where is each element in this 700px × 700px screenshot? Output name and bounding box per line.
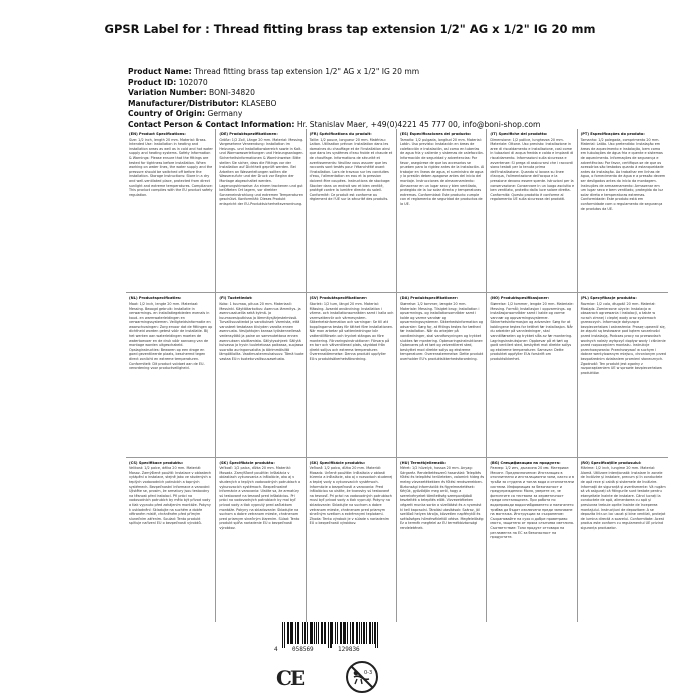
barcode-bar [366, 622, 367, 644]
barcode-bar [330, 622, 331, 648]
section-body: Koko: 1 tuumaa, pituus 20 mm. Materiaali: Messinki. Käyttötarkoitus: Asennus lämmitys- ja asennusalueilla sekä kylmä- ja kuumavesiputkissa ja lämmitysjärjestelmissä. Turvallisuustiedot ja varoitukset: Varmista, että varusteet testataan tiiviyden varalta ennen asennusta. Vesijohtojen kanssa työskennellessä vedensyöttö ja paine on sammutettava ennen asennuksen aloittamista. Säilytysohjeet: Säilytä kuivassa ja hyvin tuuletetussa paikassa, suojassa suoralta auringonvalolta ja äärimmäisiltä lämpötiloilta. Vaatimustenmukaisuus: Tämä tuote vastaa EU:n tuoteturvallisuusasetusta. [219, 301, 304, 362]
section-heading: (HU) Termékjellemzők: [400, 460, 446, 465]
barcode-bar [322, 622, 323, 644]
barcode-bar [369, 622, 370, 644]
section-body: Größe: 1/2 Zoll, Länge 20 mm. Material: Messing. Vorgesehene Verwendung: Installation im Heizungs- und Installationsbereich sowie in Kalt- und Warmwasserleitungen und Heizungsanlagen. Sicherheitsinformationen & Warnhinweise: Bitte stellen Sie sicher, dass die Fittings vor der Installation auf Dichtheit geprüft werden. Bei Arbeiten an Wasserleitungen sollten die Wasserzufuhr und der Druck vor Beginn der Montage abgeschaltet werden. Lagerungshinweise: An einem trockenen und gut belüfteten Ort lagern, vor direkter Sonneneinstrahlung und extremen Temperaturen geschützt. Konformität: Dieses Produkt entspricht der EU-Produktsicherheitsverordnung. [219, 137, 304, 206]
barcode-bar [343, 622, 344, 644]
section-sv [307, 293, 397, 457]
barcode-bar [356, 622, 357, 644]
barcode-bar [350, 622, 351, 644]
section-fi [216, 293, 306, 457]
barcode-left-group: 058569 [292, 646, 314, 653]
language-sections-grid [126, 129, 668, 622]
page-title: GPSR Label for : Thread fitting brass tap extension 1/2" AG x 1/2" IG 20 mm [104, 22, 596, 36]
meta-value: Thread fitting brass tap extension 1/2" AG x 1/2" IG 20 mm [194, 67, 420, 76]
section-body: Méret: 1/2 hüvelyk, hossza 20 mm. Anyag: Sárgaréz. Rendeltetésszerű használat: Telepítés fűtési és telepítési területeken, valamint hideg és meleg vízvezetékekben és fűtési rendszerekben. Biztonsági információk és figyelmeztetések: Kérjük, győződjön meg arról, hogy a szerelvényeket tömítettség szempontjából tesztelték a telepítés előtt. Vízvezetékeken végzett munka során a vízellátást és a nyomást ki kell kapcsolni. Tárolási utasítások: Száraz, jól szellőző helyen tárolja, közvetlen napfénytől és szélsőséges hőmérséklettől védve. Megfelelőség: Ez a termék megfelel az EU termékbiztonsági rendeletének. [400, 466, 485, 530]
barcode-bar [291, 622, 292, 644]
section-heading: (DE) Produktspezifikationen: [219, 132, 278, 136]
section-body: Veľkosť: 1/2 palca, dĺžka 20 mm. Materiál: Mosadz. Určené použitie: Inštalácia v oblasti kúrenia a inštalácie, ako aj v rozvodoch studenej a teplej vody a vykurovacích systémoch. Informácie o bezpečnosti a varovania: Pred inštaláciou sa uistite, že tvarovky sú testované na tesnosť. Pri práci na vodovodných potrubiach musí byť prívod vody a tlak vypnutý. Pokyny na skladovanie: Skladujte na suchom a dobre vetranom mieste, chránenom pred priamym slnečným svetlom a extrémnymi teplotami. Zhoda: Tento výrobok je v súlade s nariadením EÚ o bezpečnosti výrobkov. [309, 466, 393, 526]
section-bg [487, 458, 577, 622]
barcode-bar [353, 622, 354, 644]
section-body: Veľkosť: 1/2 palca, dĺžka 20 mm. Materiál: Mosadz. Zamýšľané použitie: Inštalácia v oblastiach vykurovania a inštalácie, ako aj v studených a teplých vodovodných potrubiach a vykurovacích systémoch. Bezpečnostné informácie a varovania: Uistite sa, že armatúry sú testované na tesnosť pred inštaláciou. Pri práci na vodovodných potrubiach by mal byť prívod vody a tlak vypnutý pred začiatkom montáže. Pokyny na skladovanie: Skladujte na suchom a dobre vetranom mieste, chránenom pred priamym slnečným žiarením. Súlad: Tento produkt spĺňa nariadenie EÚ o bezpečnosti výrobkov. [219, 466, 301, 530]
section-pt [578, 129, 668, 293]
section-heading: (BG) Спецификации на продукта: [490, 460, 561, 465]
meta-product-name [128, 67, 668, 78]
barcode-bar [314, 622, 315, 644]
section-body: Storlek: 1/2 tum, längd 20 mm. Material: Mässing. Avsedd användning: Installation i värme- och installationsområden samt i kalla och varmvattenrör och värmesystem. Säkerhetsinformation och varningar: Se till att kopplingarna testas för täthet före installationen. När man arbetar på vattenledningar bör vattentillförseln och trycket stängas av före montering. Förvaringsinstruktioner: Förvara på en torr och välventilerad plats, skyddad från direkt solljus och extrema temperaturer. Överensstämmelse: Denna produkt uppfyller EU:s produktsäkerhetsförordning. [309, 301, 394, 362]
section-body: Size: 1/2 inch, length 20 mm. Material: Brass. Intended Use: Installation in heating and installation areas as well as in cold and hot water supply and heating systems. Safety Information & Warnings: Please ensure that the fittings are tested for tightness before installation. When working on water lines, the water supply and the pressure should be switched off before the installation. Storage Instructions: Store in a dry and well-ventilated place, protected from direct sunlight and extreme temperatures. Compliance: This product complies with the EU product safety regulation. [129, 137, 213, 197]
section-de [216, 129, 306, 293]
meta-label: Product Name: [128, 67, 192, 76]
barcode-bar [295, 622, 296, 644]
barcode-bars [282, 622, 378, 648]
section-heading: (NO) Produktspesifikasjoner: [490, 296, 550, 301]
section-heading: (EN) Product Specifications: [129, 132, 186, 136]
barcode-bar [325, 622, 326, 644]
section-body: Dimensione: 1/2 pollice, lunghezza 20 mm. Materiale: Ottone. Uso previsto: Installazione in aree di riscaldamento e installazione, così come in tubazioni di acqua fredda e calda e impianti di riscaldamento. Informazioni sulla sicurezza e avvertenze: Si prega di assicurarsi che i raccordi siano testati per la tenuta prima dell'installazione. Quando si lavora su linee d'acqua, l'alimentazione dell'acqua e la pressione devono essere spente. Istruzioni per la conservazione: Conservare in un luogo asciutto e ben ventilato, protetto dalla luce solare diretta. Conformità: Questo prodotto è conforme al regolamento UE sulla sicurezza dei prodotti. [490, 137, 575, 202]
section-heading: (FR) Spécifications du produit: [309, 132, 372, 136]
meta-value: 102070 [178, 77, 208, 87]
barcode-bar [361, 622, 362, 644]
barcode-bar [297, 622, 298, 644]
barcode-bar [344, 622, 345, 644]
meta-value: Hr. Stanislav Maer, +49(0)4221 45 777 00, info@boni-shop.com [296, 119, 541, 129]
section-it [487, 129, 577, 293]
barcode-bar [332, 622, 333, 644]
barcode-bar [321, 622, 322, 644]
section-body: Taille: 1/2 pouce, longueur 20 mm. Matériau: Laiton. Utilisation prévue: Installation dans les domaines du chauffage et de l'installation ainsi que dans les systèmes d'eau froide et chaude et de chauffage. Informations de sécurité et avertissements: Veuillez vous assurer que les raccords sont testés pour l'étanchéité avant l'installation. Lors de travaux sur les conduites d'eau, l'alimentation en eau et la pression doivent être coupées. Instructions de stockage: Stocker dans un endroit sec et bien ventilé, protégé contre la lumière directe du soleil. Conformité: Ce produit est conforme au règlement de l'UE sur la sécurité des produits. [309, 137, 393, 202]
barcode-bar [337, 622, 338, 644]
meta-value: KLASEBO [241, 98, 277, 108]
section-es [397, 129, 487, 293]
section-heading: (SK) Špecifikácie produktu: [219, 460, 275, 465]
barcode-bar [302, 622, 303, 644]
meta-product-id [128, 78, 668, 89]
section-nl [126, 293, 216, 457]
barcode-bar [288, 622, 289, 644]
barcode-bar [312, 622, 313, 644]
barcode-bar [305, 622, 306, 644]
section-heading: (NL) Productspecificaties: [129, 296, 182, 301]
barcode-bar [328, 622, 329, 648]
section-sk-1 [216, 458, 306, 622]
barcode-bar [287, 622, 288, 644]
barcode-bar [290, 622, 291, 644]
meta-label: Country of Origin: [128, 109, 206, 119]
section-heading: (DA) Produktspecifikationer: [400, 296, 459, 301]
meta-label: Variation Number: [128, 88, 207, 98]
barcode-bar [331, 622, 332, 648]
barcode-right-group: 129836 [338, 646, 360, 653]
section-no [487, 293, 577, 457]
meta-label: Manufacturer/Distributor: [128, 98, 239, 108]
meta-value: BONI-34820 [209, 88, 255, 98]
section-ro [578, 458, 668, 622]
barcode-bar [359, 622, 360, 644]
barcode-bar [310, 622, 311, 644]
barcode-bar [374, 622, 375, 644]
barcode-bar [372, 622, 373, 644]
barcode-bar [292, 622, 293, 644]
product-meta [128, 67, 668, 131]
ean-barcode [274, 622, 386, 656]
meta-label: Contact Person & Contact Information: [128, 119, 295, 129]
section-body: Tamanho: 1/2 polegada, comprimento 20 mm. Material: Latão. Uso pretendido: Instalação em áreas de aquecimento e instalação, bem como em tubulações de água fria e quente e sistemas de aquecimento. Informações de segurança e advertências: Por favor, certifique-se de que os acessórios são testados quanto à estanqueidade antes da instalação. Ao trabalhar em linhas de água, o fornecimento de água e a pressão devem ser desligados antes do início da montagem. Instruções de armazenamento: Armazenar em um lugar seco e bem ventilado, protegido da luz solar direta e temperaturas extremas. Conformidade: Este produto está em conformidade com o regulamento de segurança de produtos da UE. [580, 137, 666, 211]
barcode-bar [335, 622, 336, 644]
barcode-bar [282, 622, 283, 648]
section-body: Størrelse: 1/2 tommer, lengde 20 mm. Materiale: Messing. Formål: Installasjon i oppvarmings- og installasjonsområder samt i kalde og varme vannrør og oppvarmingssystemer. Sikkerhetsinformasjon og advarsler: Sørg for at koblingene testes for tetthet før installasjon. Når du arbeider på vannledninger, skal vanntilførselen og trykket slås av før montering. Lagringsinstruksjoner: Oppbevar på et tørt og godt ventilert sted, beskyttet mot direkte sollys og ekstreme temperaturer. Samsvar: Dette produktet oppfyller EUs forskrift om produktsikkerhet. [490, 301, 574, 362]
section-heading: (RO) Specificațiile produsului: [580, 460, 642, 465]
barcode-bar [304, 622, 305, 644]
barcode-bar [345, 622, 346, 644]
barcode-bar [311, 622, 312, 644]
barcode-bar [298, 622, 299, 644]
section-body: Størrelse: 1/2 tommer, længde 20 mm. Materiale: Messing. Tilsigtet brug: Installation i opvarmnings- og installationsområder samt i kolde og varme vandrør og opvarmningssystemer. Sikkerhedsinformation og advarsler: Sørg for, at fittings testes for tæthed før installation. Når du arbejder på vandledninger, skal vandforsyningen og trykket slukkes før montering. Opbevaringsinstruktioner: Opbevares på et tørt og velventileret sted, beskyttet mod direkte sollys og ekstreme temperaturer. Overensstemmelse: Dette produkt overholder EU's produktsikkerhedsforordning. [400, 301, 484, 362]
section-heading: (CS) Specifikace produktu: [129, 460, 184, 465]
section-heading: (PL) Specyfikacje produktu: [580, 296, 637, 301]
section-da [397, 293, 487, 457]
section-body: Tamaño: 1/2 pulgada, longitud 20 mm. Material: Latón. Uso previsto: Instalación en áreas de calefacción e instalación, así como en tuberías de agua fría y caliente y sistemas de calefacción. Información de seguridad y advertencias: Por favor, asegúrese de que los accesorios se prueben para la rigidez antes de la instalación. Al trabajar en líneas de agua, el suministro de agua y la presión deben apagarse antes del inicio del montaje. Instrucciones de almacenamiento: Almacenar en un lugar seco y bien ventilado, protegido de la luz solar directa y temperaturas extremas. Conformidad: Este producto cumple con el reglamento de seguridad de productos de la UE. [400, 137, 485, 206]
section-heading: (IT) Specifiche del prodotto: [490, 132, 548, 136]
section-body: Velikost: 1/2 palce, délka 20 mm. Materiál: Mosaz. Zamýšlené použití: Instalace v oblastech vytápění a instalace, stejně jako ve studených a teplých vodovodních potrubích a topných systémech. Bezpečnostní informace a varování: Ujistěte se, prosím, že armatury jsou testovány na těsnost před instalací. Při práci na vodovodních potrubích by mělo být přívod vody a tlak vypnuto před zahájením montáže. Pokyny k uskladnění: Skladujte na suchém a dobře větraném místě, chráněném před přímým slunečním zářením. Soulad: Tento produkt splňuje nařízení EU o bezpečnosti výrobků. [129, 466, 212, 526]
barcode-bar [347, 622, 348, 644]
barcode-bar [357, 622, 358, 644]
section-fr [307, 129, 397, 293]
no-small-children-icon [345, 660, 379, 694]
meta-value: Germany [207, 109, 243, 119]
barcode-bar [324, 622, 325, 644]
section-heading: (FI) Tuotetiedot: [219, 296, 253, 301]
barcode-bar [352, 622, 353, 644]
barcode-bar [307, 622, 308, 644]
barcode-bar [318, 622, 319, 644]
section-heading: (PT) Especificações do produto: [580, 132, 645, 136]
barcode-bar [364, 622, 365, 644]
section-hu [397, 458, 487, 622]
barcode-bar [316, 622, 317, 644]
section-en [126, 129, 216, 293]
section-cs [126, 458, 216, 622]
meta-country-of-origin [128, 109, 668, 120]
barcode-lead-digit: 4 [274, 646, 278, 653]
meta-manufacturer [128, 99, 668, 110]
section-body: Размер: 1/2 инч, дължина 20 мм. Материал: Месинг. Предназначение: Инсталация в отоплителни и инсталационни зони, както и в тръби за студена и топла вода и отоплителни системи. Информация за безопасност и предупреждения: Моля, уверете се, че фитингите са тествани за херметичност преди инсталацията. При работа по водопроводи водоснабдяването и налягането трябва да бъдат изключени преди започване на монтажа. Инструкции за съхранение: Съхранявайте на сухо и добре проветриво място, защитено от пряка слънчева светлина. Съответствие: Този продукт отговаря на регламента на ЕС за безопасност на продуктите. [490, 466, 574, 540]
barcode-bar [370, 622, 371, 644]
barcode-bar [377, 622, 378, 648]
section-body: Mărime: 1/2 inch, lungime 20 mm. Material: Alamă. Utilizare intenționată: Instalare în zonele de încălzire și instalare, precum și în conductele de apă rece și caldă și sistemele de încălzire. Informații de siguranță și avertismente: Vă rugăm să vă asigurați că fitingurile sunt testate pentru etanșeitate înainte de instalare. Când lucrați la conductele de apă, alimentarea cu apă și presiunea trebuie oprite înainte de începerea montajului. Instrucțiuni de depozitare: A se depozita într-un loc uscat și bine ventilat, protejat de lumina directă a soarelui. Conformitate: Acest produs este conform cu regulamentul UE privind siguranța produselor. [580, 466, 666, 530]
section-sk-2 [307, 458, 397, 622]
barcode-bar [363, 622, 364, 644]
meta-label: Product ID: [128, 77, 177, 87]
barcode-bar [340, 622, 341, 644]
section-body: Maat: 1/2 inch, lengte 20 mm. Materiaal: Messing. Beoogd gebruik: Installatie in verwarmings- en installatiegebieden evenals in koud- en warmwaterleidingen en verwarmingssystemen. Veiligheidsinformatie en waarschuwingen: Zorg ervoor dat de fittingen op dichtheid worden getest vóór de installatie. Bij het werken aan waterleidingen moeten de watertoevoer en de druk vóór aanvang van de montage worden uitgeschakeld. Opslaginstructies: Bewaren op een droge en goed geventileerde plaats, beschermd tegen direct zonlicht en extreme temperaturen. Conformiteit: Dit product voldoet aan de EU-verordening voor productveiligheid. [129, 301, 213, 371]
barcode-bar [284, 622, 285, 648]
barcode-bar [341, 622, 342, 644]
svg-text:0-3: 0-3 [364, 670, 373, 676]
section-heading: (ES) Especificaciones del producto: [400, 132, 472, 136]
meta-variation-number [128, 88, 668, 99]
section-body: Rozmiar: 1/2 cala, długość 20 mm. Materiał: Mosiądz. Zamierzone użycie: Instalacja w obszarach ogrzewania i instalacji, a także w rurach zimnej i ciepłej wody oraz systemach grzewczych. Informacje dotyczące bezpieczeństwa i ostrzeżenia: Proszę upewnić się, że złączki są testowane pod kątem szczelności przed instalacją. Podczas pracy na przewodach wodnych należy wyłączyć dopływ wody i ciśnienie przed rozpoczęciem montażu. Instrukcje przechowywania: Przechowywać w suchym i dobrze wentylowanym miejscu, chronionym przed bezpośrednim działaniem promieni słonecznych. Zgodność: Ten produkt jest zgodny z rozporządzeniem UE w sprawie bezpieczeństwa produktów. [580, 301, 667, 375]
section-pl [578, 293, 668, 457]
section-heading: (SK) Specifikácie produktu: [309, 460, 366, 465]
section-heading: (SV) Produktspecifikationer: [309, 296, 368, 301]
ce-mark: CE [276, 666, 304, 690]
barcode-bar [375, 622, 376, 648]
